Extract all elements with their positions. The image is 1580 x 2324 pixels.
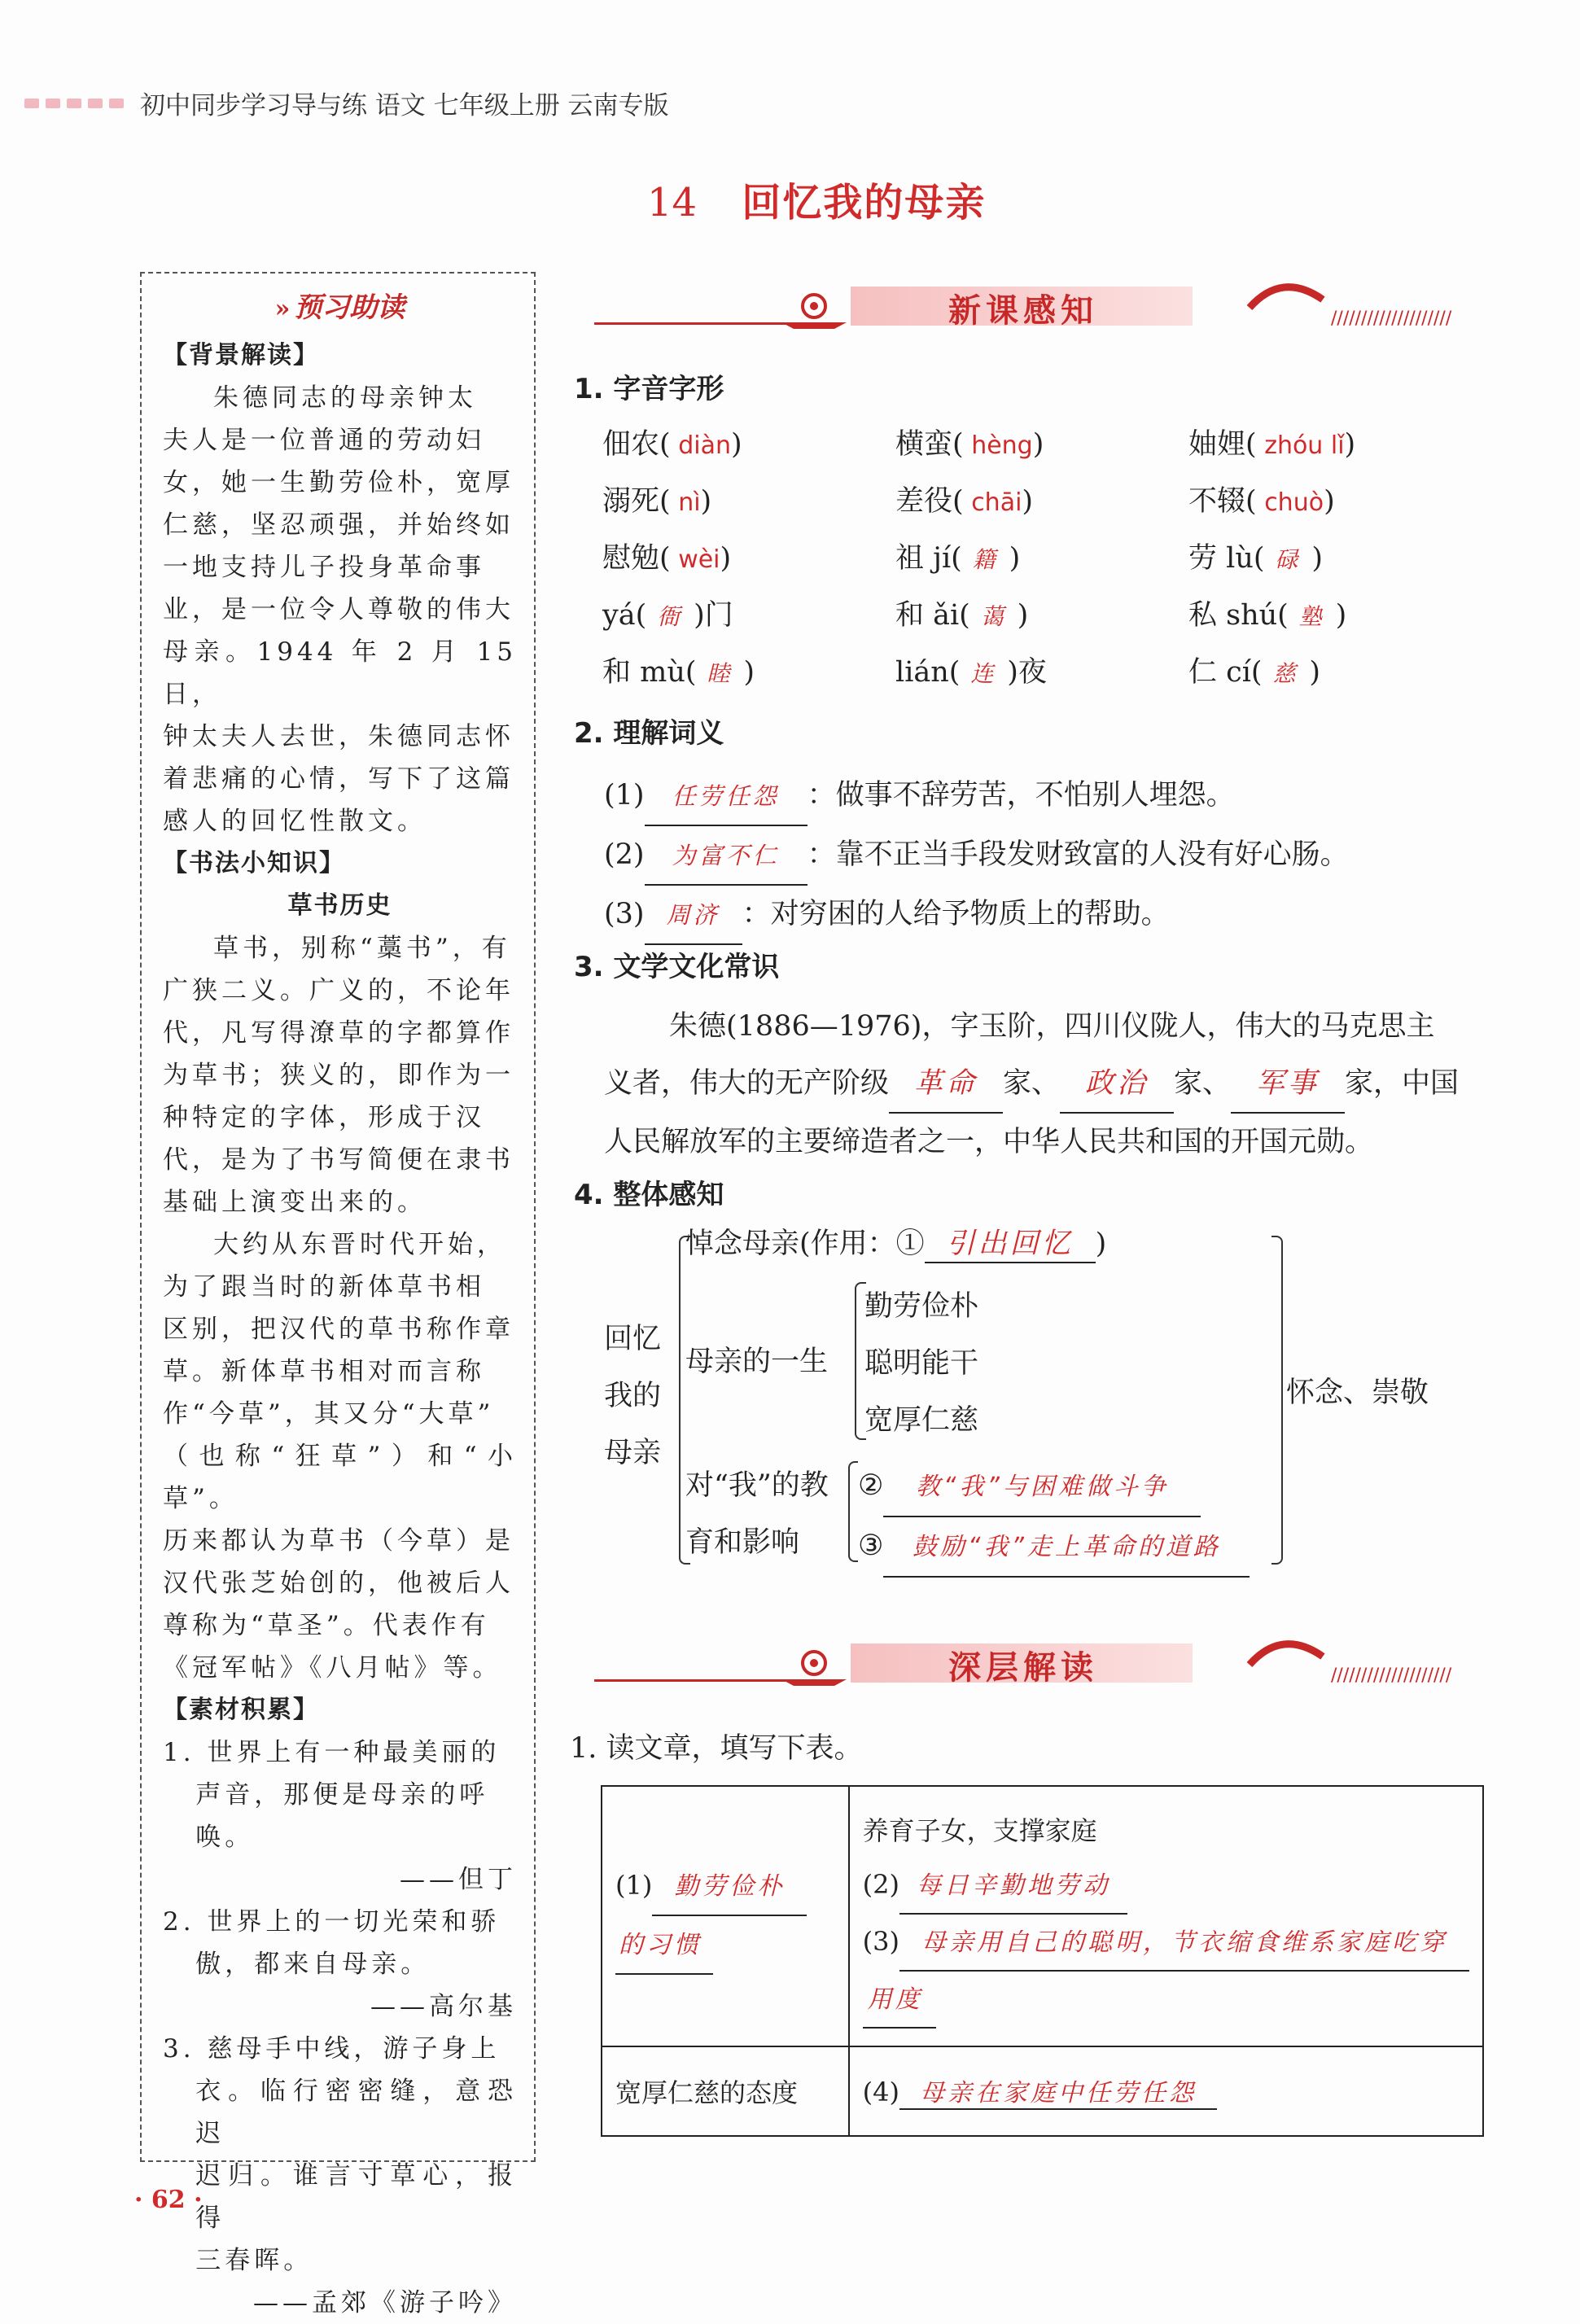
background-line: 业，是一位令人尊敬的伟大	[163, 595, 514, 624]
preview-title: » 预习助读	[274, 291, 405, 324]
calligraphy-line: 为了跟当时的新体草书相	[163, 1272, 485, 1302]
word: yá(	[602, 599, 647, 632]
calligraphy-heading: 【书法小知识】	[163, 849, 345, 878]
answer-blank: 鼓励“我”走上革命的道路	[883, 1519, 1250, 1578]
mindmap-branch-mourning: 悼念母亲(作用：① 引出回忆 )	[685, 1221, 1106, 1263]
material-heading: 【素材积累】	[163, 1696, 319, 1724]
swirl-decoration-icon	[1233, 275, 1494, 332]
trait-item: 勤劳俭朴	[864, 1290, 979, 1323]
page-number: · 62 ·	[134, 2186, 203, 2214]
character-answer: 连	[960, 660, 1008, 687]
background-line: 一地支持儿子投身革命事	[163, 553, 485, 582]
background-line: 着悲痛的心情，写下了这篇	[163, 764, 514, 794]
mindmap-branch-life: 母亲的一生	[685, 1346, 829, 1378]
table-cell: (4) 母亲在家庭中任劳任怨	[849, 2046, 1483, 2136]
word: 不辍(	[1188, 485, 1257, 518]
close-paren: )	[743, 656, 755, 689]
section-literature-heading: 3. 文学文化常识	[574, 951, 780, 983]
banner-new-lesson	[590, 275, 1494, 332]
quote-author: ——孟郊《游子吟》	[253, 2288, 517, 2317]
pronunciation-item	[895, 422, 1044, 462]
pinyin-answer: chuò	[1256, 488, 1324, 517]
list-number: 2.	[163, 1907, 208, 1937]
background-line: 朱德同志的母亲钟太	[213, 383, 477, 413]
mindmap-branch-education: 对“我”的教 育和影响	[685, 1469, 829, 1559]
word: lián(	[895, 656, 961, 689]
character-answer: 碌	[1264, 546, 1312, 573]
reading-table	[601, 1785, 1484, 2137]
double-chevron-icon: »	[274, 295, 291, 323]
pronunciation-item	[602, 593, 733, 633]
close-paren: )	[720, 542, 732, 575]
pronunciation-item	[602, 650, 755, 690]
answer-blank: 勤劳俭朴	[652, 1859, 807, 1916]
mindmap-result: 怀念、崇敬	[1286, 1376, 1429, 1409]
banner-new-lesson-title: 新课感知	[948, 291, 1098, 330]
character-answer: 慈	[1262, 660, 1310, 687]
section-overview-heading: 4. 整体感知	[574, 1179, 724, 1211]
calligraphy-line: 尊称为“草圣”。代表作有	[163, 1611, 490, 1640]
close-paren: )	[1311, 542, 1323, 575]
table-cell: (1) 勤劳俭朴 的习惯	[602, 1786, 849, 2046]
section-pronunciation-heading: 1. 字音字形	[574, 373, 724, 405]
overview-mindmap	[604, 1221, 1499, 1563]
trait-item: 聪明能干	[864, 1347, 979, 1380]
table-cell: 养育子女，支撑家庭 (2) 每日辛勤地劳动 (3) 母亲用自己的聪明，节衣缩食维系家庭吃穿 用度	[849, 1786, 1483, 2046]
word: 慰勉(	[602, 542, 671, 575]
close-paren: )	[1344, 428, 1356, 461]
table-cell: 宽厚仁慈的态度	[602, 2046, 849, 2136]
calligraphy-line: 广狭二义。广义的，不论年	[163, 976, 514, 1005]
calligraphy-title: 草书历史	[287, 891, 392, 920]
quote-line: 3. 慈母手中线，游子身上	[163, 2034, 501, 2064]
background-line: 仁慈，坚忍顽强，并始终如	[163, 510, 514, 540]
lesson-number: 14	[647, 180, 698, 225]
header-decoration	[24, 96, 130, 112]
education-answers: ② 教“我”与困难做斗争 ③ 鼓励“我”走上革命的道路	[858, 1457, 1250, 1578]
definition: ：对穷困的人给予物质上的帮助。	[742, 898, 1170, 930]
answer-blank: 每日辛勤地劳动	[899, 1859, 1127, 1915]
close-paren: )门	[694, 599, 733, 632]
pinyin-answer: diàn	[670, 431, 731, 460]
pronunciation-item	[1188, 536, 1323, 576]
item-number: (2)	[604, 838, 645, 871]
vocabulary-item	[604, 826, 1499, 886]
eye-icon	[777, 1647, 851, 1687]
background-text	[163, 377, 517, 843]
material-list	[163, 1731, 517, 2324]
close-paren: )	[1324, 485, 1335, 518]
pinyin-answer: wèi	[670, 545, 720, 574]
close-paren: )夜	[1007, 656, 1047, 689]
close-paren: )	[1309, 656, 1321, 689]
quote-line: 衣。临行密密缝，意恐迟	[195, 2077, 517, 2148]
answer-blank: 用度	[863, 1973, 936, 2029]
answer-blank: 周济	[645, 886, 742, 945]
answer-blank: 任劳任怨	[645, 768, 808, 826]
close-paren: )	[1032, 428, 1044, 461]
quote-line: 唤。	[195, 1823, 255, 1852]
word: 和 mù(	[602, 656, 697, 689]
word: 仁 cí(	[1188, 656, 1263, 689]
background-line: 女，她一生勤劳俭朴，宽厚	[163, 468, 514, 497]
list-number: 1.	[163, 1738, 208, 1767]
table-row	[602, 2046, 1483, 2136]
quote-line: 迟归。谁言寸草心，报得	[195, 2161, 517, 2233]
svg-text:////////////////////: ////////////////////	[1331, 309, 1452, 329]
answer-blank: 政治	[1060, 1055, 1174, 1114]
word: 劳 lù(	[1188, 542, 1265, 575]
close-paren: )	[700, 485, 712, 518]
close-paren: )	[1022, 485, 1034, 518]
calligraphy-line: 作“今草”，其又分“大草”	[163, 1399, 495, 1429]
character-answer: 塾	[1288, 603, 1336, 630]
vocabulary-list	[604, 767, 1499, 945]
quote-line: 三春晖。	[195, 2246, 313, 2275]
lesson-title	[647, 171, 986, 227]
answer-blank: 为富不仁	[645, 827, 808, 886]
answer-blank: 母亲用自己的聪明，节衣缩食维系家庭吃穿	[899, 1916, 1469, 1972]
calligraphy-line: 历来都认为草书（今草）是	[163, 1526, 514, 1556]
quote-line: 1. 世界上有一种最美丽的	[163, 1738, 501, 1767]
list-number: 3.	[163, 2034, 208, 2064]
background-line: 母亲。1944 年 2 月 15 日，	[163, 637, 517, 709]
reading-table-instruction: 1. 读文章，填写下表。	[570, 1732, 863, 1765]
answer-blank: 军事	[1231, 1055, 1345, 1114]
mindmap-root: 回忆 我的 母亲	[604, 1323, 662, 1469]
pronunciation-item	[895, 536, 1020, 576]
education-brace	[848, 1461, 858, 1562]
preview-sidebar-content	[163, 285, 517, 2324]
list-item	[163, 2028, 517, 2324]
lesson-name: 回忆我的母亲	[742, 180, 987, 225]
pinyin-answer: nì	[670, 488, 701, 517]
trait-item: 宽厚仁慈	[864, 1404, 979, 1437]
answer-blank: 的习惯	[615, 1918, 713, 1975]
word: 差役(	[895, 485, 964, 518]
pronunciation-item	[1188, 593, 1346, 633]
list-item	[163, 1901, 517, 2028]
pronunciation-item	[1188, 479, 1335, 519]
calligraphy-line: （也称“狂草”）和“小草”。	[163, 1442, 517, 1513]
calligraphy-text	[163, 927, 517, 1689]
banner-deep-reading	[590, 1632, 1494, 1689]
background-line: 感人的回忆性散文。	[163, 807, 427, 836]
section-vocabulary-heading: 2. 理解词义	[574, 717, 724, 750]
calligraphy-line: 《冠军帖》《八月帖》等。	[163, 1653, 502, 1683]
background-line: 夫人是一位普通的劳动妇	[163, 426, 485, 455]
calligraphy-line: 代，是为了书写简便在隶书	[163, 1145, 514, 1175]
table-row	[602, 1786, 1483, 2046]
answer-blank: 革命	[889, 1055, 1003, 1114]
word: 溺死(	[602, 485, 671, 518]
vocabulary-item	[604, 767, 1499, 826]
character-answer: 蔼	[969, 603, 1018, 630]
calligraphy-line: 草书，别称“藁书”，有	[213, 934, 511, 963]
word: 佃农(	[602, 428, 671, 461]
item-number: (3)	[604, 898, 645, 930]
eye-icon	[777, 290, 851, 330]
calligraphy-line: 大约从东晋时代开始，	[213, 1230, 506, 1259]
close-paren: )	[730, 428, 742, 461]
word: 横蛮(	[895, 428, 964, 461]
book-title: 初中同步学习导与练 语文 七年级上册 云南专版	[140, 91, 669, 120]
banner-deep-reading-title: 深层解读	[948, 1648, 1098, 1687]
pronunciation-item	[895, 650, 1047, 690]
character-answer: 睦	[696, 660, 744, 687]
calligraphy-line: 种特定的字体，形成于汉	[163, 1103, 485, 1132]
calligraphy-line: 为草书；狭义的，即作为一	[163, 1061, 514, 1090]
swirl-decoration-icon	[1233, 1632, 1494, 1689]
word: 和 ǎi(	[895, 599, 970, 632]
pronunciation-item	[895, 479, 1033, 519]
pinyin-answer: hèng	[963, 431, 1033, 460]
word: 祖 jí(	[895, 542, 962, 575]
close-paren: )	[1017, 599, 1029, 632]
answer-blank: 引出回忆	[925, 1221, 1096, 1263]
quote-line: 傲，都来自母亲。	[195, 1950, 431, 1979]
literature-paragraph: 朱德(1886—1976)，字玉阶，四川仪陇人，伟大的马克思主 义者，伟大的无产阶级 革命 家、 政治 家、 军事 家，中国 人民解放军的主要缔造者之一，中华人民共和国的开国元勋。	[604, 1010, 1460, 1158]
answer-blank: 教“我”与困难做斗争	[883, 1459, 1201, 1517]
calligraphy-line: 汉代张芝始创的，他被后人	[163, 1569, 514, 1598]
quote-line: 2. 世界上的一切光荣和骄	[163, 1907, 501, 1937]
close-paren: )	[1335, 599, 1347, 632]
list-item	[163, 1731, 517, 1901]
calligraphy-line: 基础上演变出来的。	[163, 1188, 427, 1217]
pinyin-answer: zhóu lǐ	[1256, 431, 1345, 460]
calligraphy-line: 区别，把汉代的草书称作章	[163, 1315, 514, 1344]
quote-author: ——高尔基	[370, 1992, 517, 2021]
item-number: (1)	[604, 779, 645, 812]
life-traits	[864, 1278, 978, 1449]
word: 私 shú(	[1188, 599, 1289, 632]
definition: ：靠不正当手段发财致富的人没有好心肠。	[807, 838, 1349, 871]
pronunciation-item	[602, 536, 731, 576]
character-answer: 衙	[646, 603, 694, 630]
close-paren: )	[1009, 542, 1021, 575]
background-heading: 【背景解读】	[163, 341, 319, 370]
right-brace	[1271, 1236, 1283, 1565]
pronunciation-item	[1188, 650, 1320, 690]
vocabulary-item	[604, 886, 1499, 945]
pronunciation-item	[602, 422, 742, 462]
pronunciation-item	[895, 593, 1028, 633]
pronunciation-item	[602, 479, 711, 519]
calligraphy-line: 代，凡写得潦草的字都算作	[163, 1018, 514, 1048]
svg-text:////////////////////: ////////////////////	[1331, 1665, 1452, 1686]
word: 妯娌(	[1188, 428, 1257, 461]
pronunciation-item	[1188, 422, 1355, 462]
pinyin-answer: chāi	[963, 488, 1022, 517]
background-line: 钟太夫人去世，朱德同志怀	[163, 722, 514, 751]
quote-line: 声音，那便是母亲的呼	[195, 1780, 489, 1810]
character-answer: 籍	[961, 546, 1009, 573]
quote-author: ——但丁	[400, 1865, 517, 1894]
calligraphy-line: 草。新体草书相对而言称	[163, 1357, 485, 1386]
definition: ：做事不辞劳苦，不怕别人埋怨。	[807, 779, 1235, 812]
answer-blank: 母亲在家庭中任劳任怨	[899, 2072, 1217, 2110]
